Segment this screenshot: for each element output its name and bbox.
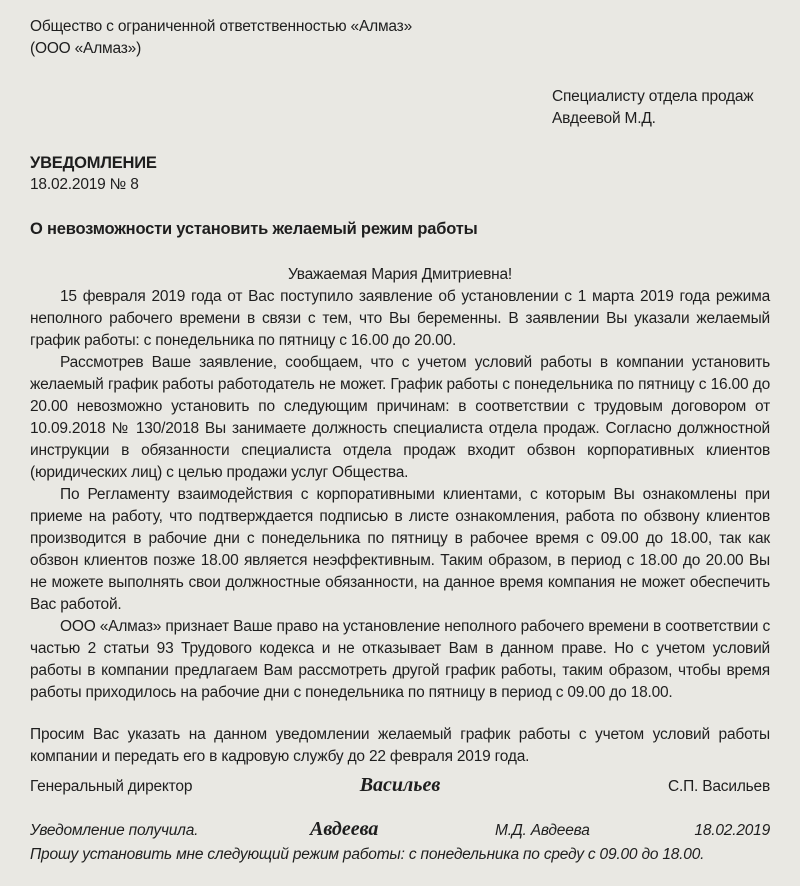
request-paragraph: Просим Вас указать на данном уведомлении желаемый график работы с учетом условий работы компании и передать его в кадровую службу до 22 февраля 2019 года.	[30, 726, 770, 765]
employee-handwritten-note: Прошу установить мне следующий режим работы: с понедельника по среду с 09.00 до 18.00.	[30, 846, 705, 863]
employee-name: М.Д. Авдеева	[495, 822, 590, 839]
director-name: С.П. Васильев	[668, 778, 770, 795]
body-paragraph-2: Рассмотрев Ваше заявление, сообщаем, что с учетом условий работы в компании установить желаемый график работы работодатель не может. График работы с понедельника по пятницу с 16.00 до 20.00 невозможно установить по следующим причинам: в соответствии с трудовым договором от 10.09.2018 № 130/2018 Вы занимаете должность специалиста отдела продаж. Согласно должностной инструкции в обязанности специалиста отдела продаж входит обзвон корпоративных клиентов (юридических лиц) с целью продажи услуг Общества.	[30, 354, 770, 481]
acknowledgment-row	[30, 818, 770, 842]
salutation: Уважаемая Мария Дмитриевна!	[287, 266, 513, 283]
acknowledgment-date: 18.02.2019	[694, 822, 770, 839]
document-type-title: УВЕДОМЛЕНИЕ	[30, 154, 157, 172]
director-signature-row	[30, 774, 770, 798]
body-paragraph-4: ООО «Алмаз» признает Ваше право на установление неполного рабочего времени в соответствии с частью 2 статьи 93 Трудового кодекса и не отказывает Вам в данном праве. Но с учетом условий работы в компании предлагаем Вам рассмотреть другой график работы, таким образом, чтобы время работы приходилось на рабочие дни с понедельника по пятницу в период с 09.00 до 18.00.	[30, 618, 770, 701]
employee-handwritten-signature: Авдеева	[310, 818, 379, 840]
addressee-position: Специалисту отдела продаж	[552, 88, 754, 105]
company-name-full: Общество с ограниченной ответственностью «Алмаз»	[30, 18, 412, 35]
document-subject: О невозможности установить желаемый режим работы	[30, 220, 478, 238]
body-paragraph-3: По Регламенту взаимодействия с корпоративными клиентами, с которым Вы ознакомлены при приеме на работу, что подтверждается подписью в листе ознакомления, работа по обзвону клиентов производится в рабочие дни с понедельника по пятницу в рабочее время с 09.00 до 18.00, так как обзвон клиентов позже 18.00 является неэффективным. Таким образом, в период с 18.00 до 20.00 Вы не можете выполнять свои должностные обязанности, на данное время компания не может обеспечить Вас работой.	[30, 486, 770, 613]
director-handwritten-signature: Васильев	[359, 774, 441, 796]
body-paragraph-1: 15 февраля 2019 года от Вас поступило заявление об установлении с 1 марта 2019 года режима неполного рабочего времени в связи с тем, что Вы беременны. В заявлении Вы указали желаемый график работы: с понедельника по пятницу с 16.00 до 20.00.	[30, 288, 770, 349]
addressee-name: Авдеевой М.Д.	[552, 110, 656, 127]
addressee-block	[552, 86, 770, 130]
document-date-number: 18.02.2019 № 8	[30, 176, 139, 193]
acknowledgment-label: Уведомление получила.	[30, 822, 199, 839]
company-name-short: (ООО «Алмаз»)	[30, 40, 142, 57]
company-block	[30, 16, 770, 60]
director-position-label: Генеральный директор	[30, 778, 193, 795]
